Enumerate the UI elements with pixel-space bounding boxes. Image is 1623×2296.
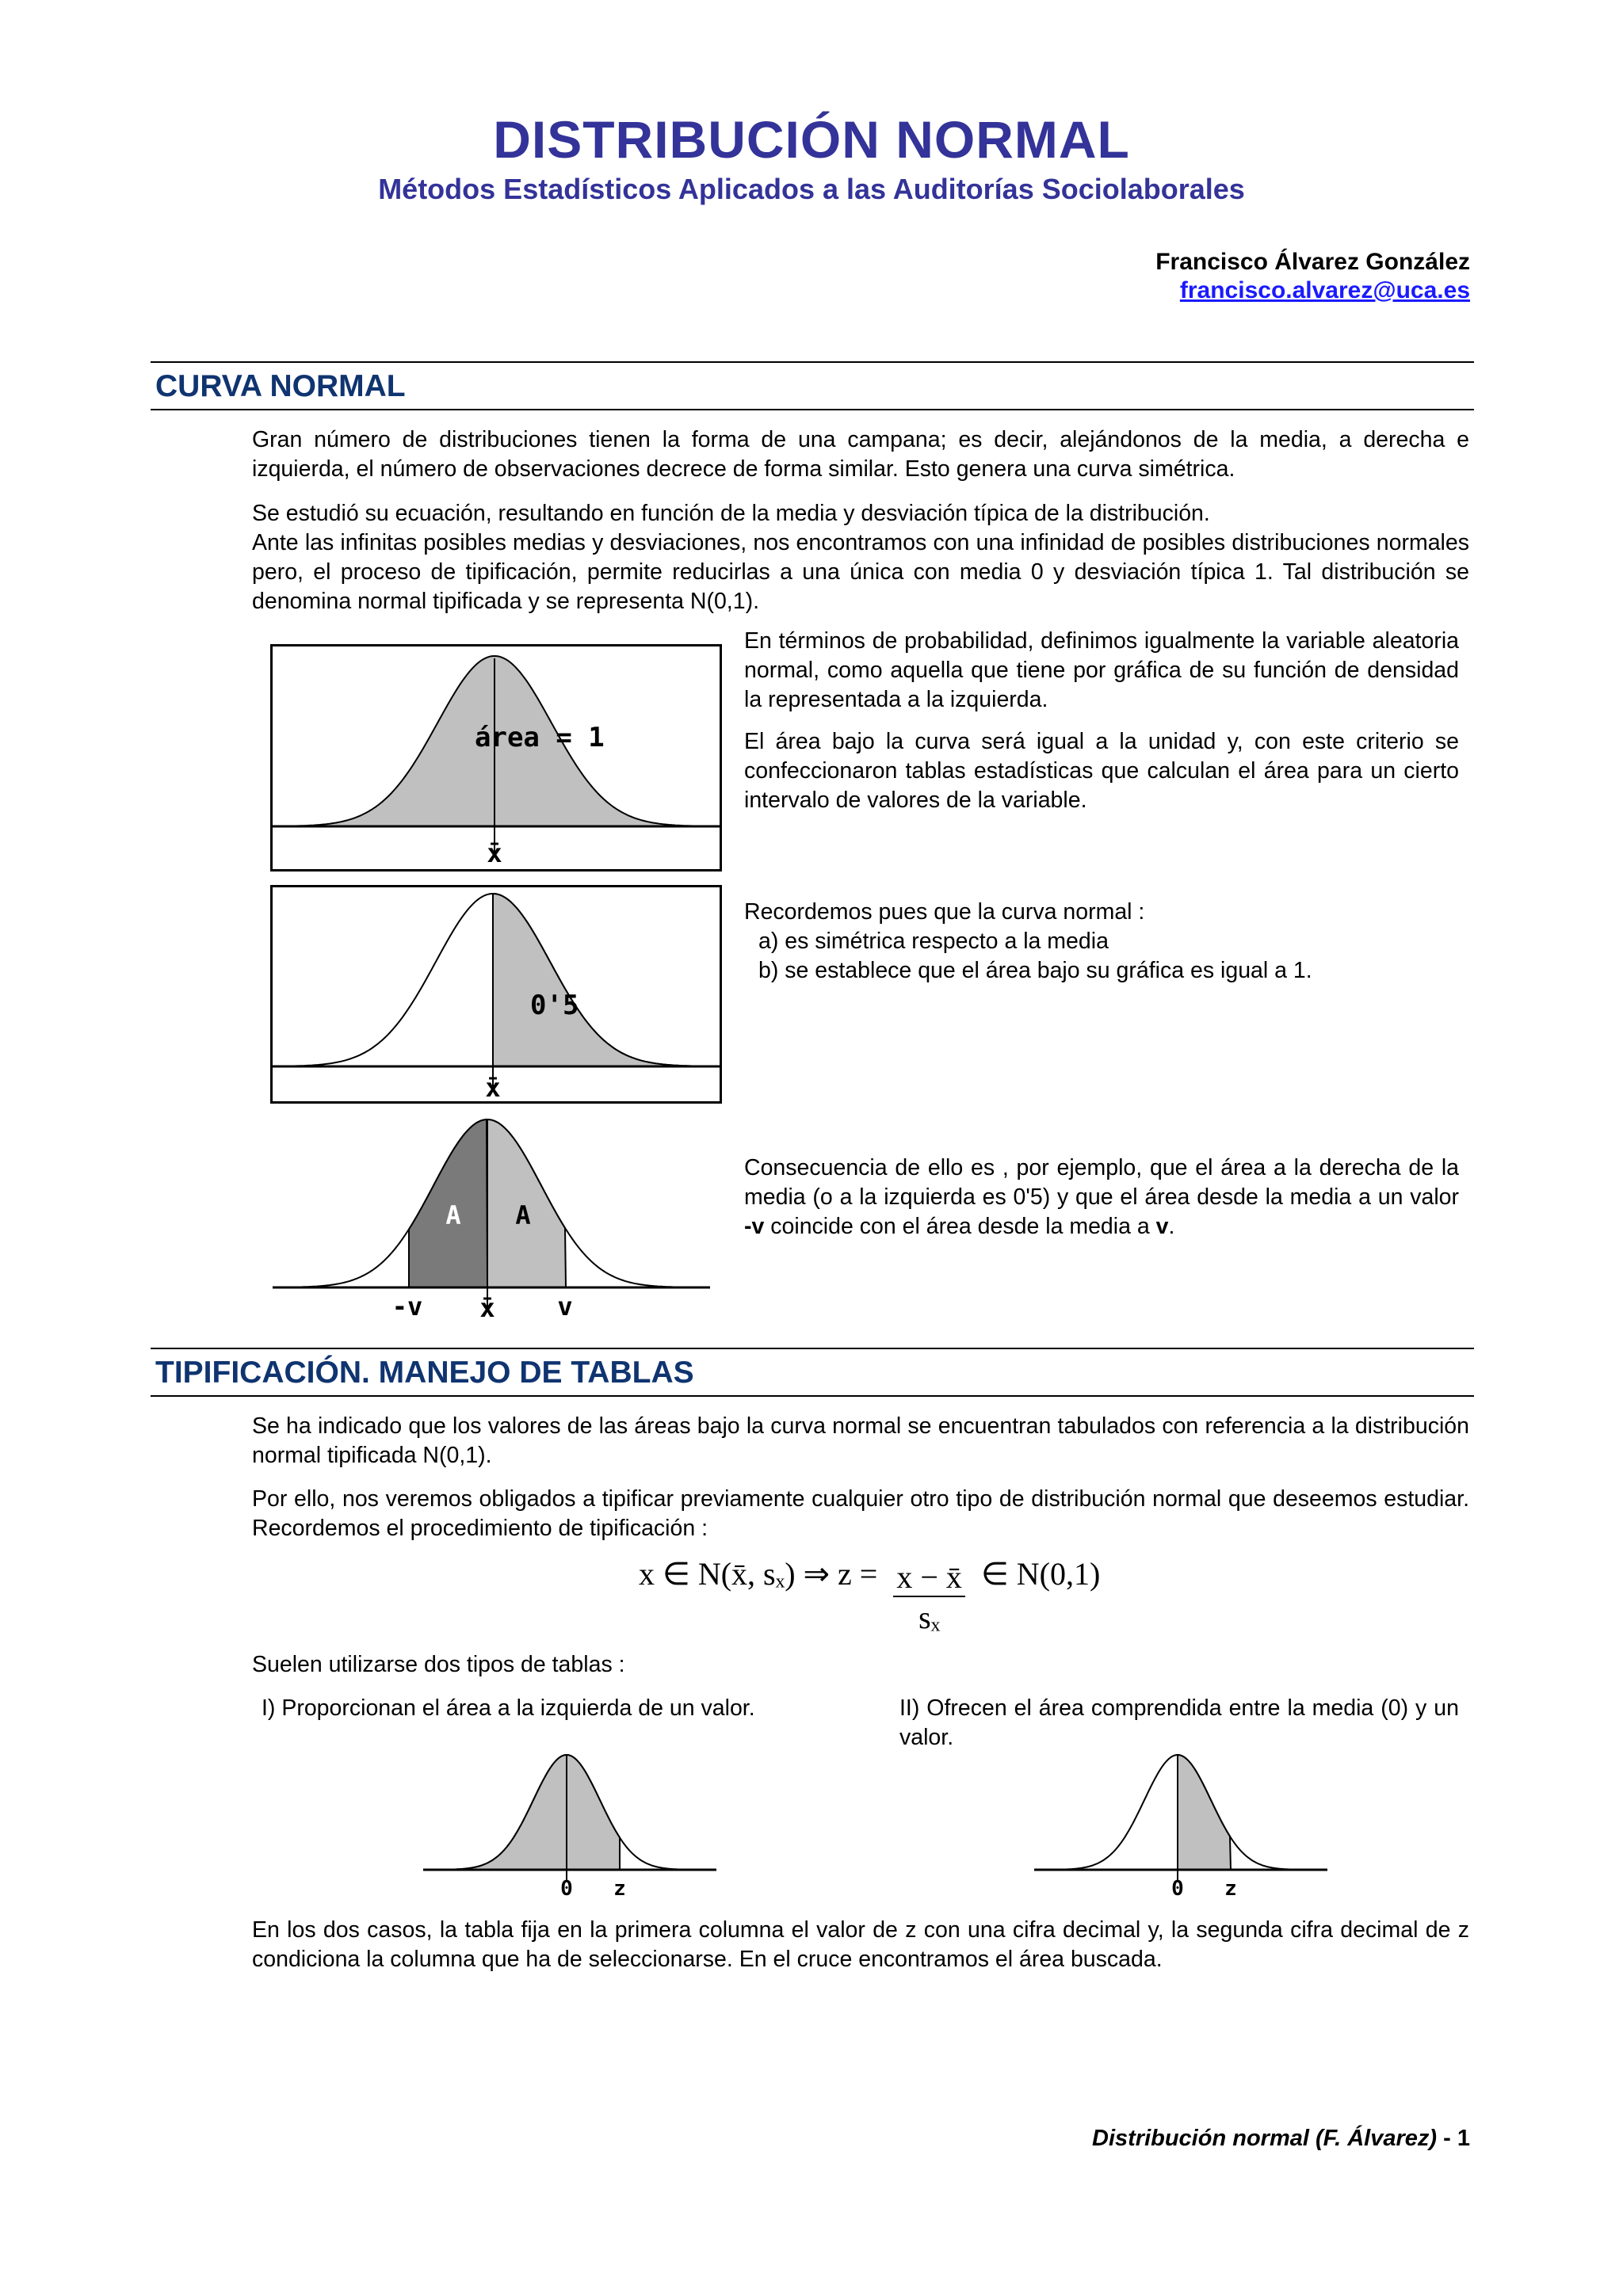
author-email-link[interactable]: francisco.alvarez@uca.es bbox=[1179, 277, 1470, 303]
paragraph-text: Gran número de distribuciones tienen la forma de una campana; es decir, alejándonos de la media, a derecha e izquierda, el número de observaciones decrece de forma similar. Esto genera una curva simétrica. bbox=[252, 427, 1469, 482]
normal-curve-half-figure bbox=[270, 885, 722, 1104]
table-type-text: I) Proporcionan el área a la izquierda de un valor. bbox=[262, 1695, 755, 1721]
table-type-text: II) Ofrecen el área comprendida entre la media (0) y un valor. bbox=[899, 1695, 1459, 1750]
list-block bbox=[744, 898, 1459, 986]
z-label: z bbox=[613, 1877, 626, 1901]
author-name: Francisco Álvarez González bbox=[1155, 249, 1470, 275]
zero-label: 0 bbox=[1171, 1877, 1184, 1901]
z-label: z bbox=[1224, 1877, 1237, 1901]
paragraph bbox=[252, 1485, 1469, 1543]
text-run: . bbox=[1168, 1214, 1175, 1239]
table-type-2 bbox=[899, 1694, 1459, 1753]
page-number: 1 bbox=[1457, 2126, 1470, 2151]
paragraph bbox=[252, 425, 1469, 484]
paragraph-text: Se estudió su ecuación, resultando en función de la media y desviación típica de la distribución. bbox=[252, 501, 1210, 526]
page-footer bbox=[1092, 2126, 1470, 2152]
paragraph bbox=[744, 1154, 1459, 1241]
mean-to-z-area bbox=[1178, 1755, 1231, 1870]
formula-left: x ∈ N(x̄, sₓ) ⇒ z = bbox=[639, 1555, 878, 1592]
footer-text: Distribución normal (F. Álvarez) bbox=[1092, 2126, 1438, 2151]
neg-v-label: -v bbox=[391, 1291, 423, 1322]
text-run-bold: v bbox=[1155, 1214, 1169, 1239]
section-rule-top bbox=[151, 1348, 1474, 1349]
paragraph bbox=[252, 1916, 1469, 1974]
paragraph-text: El área bajo la curva será igual a la unidad y, con este criterio se confeccionaron tablas estadísticas que calculan el área para un cierto intervalo de valores de la variable. bbox=[744, 729, 1459, 813]
paragraph-text: Suelen utilizarse dos tipos de tablas : bbox=[252, 1652, 625, 1677]
paragraph-text: En los dos casos, la tabla fija en la primera columna el valor de z con una cifra decimal y, la segunda cifra decimal de z condiciona la columna que ha de seleccionarse. En el cruce encontramos el área buscada. bbox=[252, 1917, 1469, 1972]
paragraph-text: En términos de probabilidad, definimos igualmente la variable aleatoria normal, como aquella que tiene por gráfica de su función de densidad la representada a la izquierda. bbox=[744, 628, 1459, 712]
standardization-formula bbox=[639, 1555, 1101, 1636]
right-area-label: A bbox=[515, 1200, 531, 1230]
paragraph-text: Se ha indicado que los valores de las áreas bajo la curva normal se encuentran tabulados con referencia a la distribución normal tipificada N(0,1). bbox=[252, 1413, 1469, 1468]
paragraph bbox=[744, 727, 1459, 815]
paragraph bbox=[252, 499, 1469, 616]
paragraph-text bbox=[744, 1154, 1459, 1241]
paragraph bbox=[252, 1650, 1469, 1680]
table-type-2-figure bbox=[1034, 1751, 1327, 1901]
zero-label: 0 bbox=[560, 1877, 573, 1901]
section-heading-tipificacion: TIPIFICACIÓN. MANEJO DE TABLAS bbox=[155, 1356, 694, 1390]
formula-numerator: x − x̄ bbox=[893, 1558, 965, 1597]
area-label: área = 1 bbox=[475, 722, 605, 753]
list-intro: Recordemos pues que la curva normal : bbox=[744, 899, 1145, 925]
left-area-label: A bbox=[445, 1200, 461, 1230]
mean-label: x̄ bbox=[485, 1073, 501, 1103]
table-type-1 bbox=[262, 1694, 832, 1723]
normal-curve-symmetric-areas-figure bbox=[273, 1116, 710, 1322]
section-rule-bottom bbox=[151, 1395, 1474, 1397]
list-item: a) es simétrica respecto a la media bbox=[758, 929, 1109, 954]
list-item: b) se establece que el área bajo su gráfica es igual a 1. bbox=[758, 958, 1312, 983]
normal-curve-area-1-figure bbox=[270, 644, 722, 871]
table-type-1-figure bbox=[423, 1751, 716, 1901]
footer-separator: - bbox=[1437, 2126, 1457, 2151]
paragraph-text: Por ello, nos veremos obligados a tipificar previamente cualquier otro tipo de distribución normal que deseemos estudiar. Recordemos el procedimiento de tipificación : bbox=[252, 1486, 1469, 1541]
section-heading-curva-normal: CURVA NORMAL bbox=[155, 369, 406, 403]
formula-denominator: sₓ bbox=[918, 1600, 941, 1635]
section-rule-top bbox=[151, 361, 1474, 363]
paragraph bbox=[744, 627, 1459, 715]
formula-right: ∈ N(0,1) bbox=[980, 1555, 1101, 1592]
right-half-area bbox=[493, 894, 712, 1066]
page-title: DISTRIBUCIÓN NORMAL bbox=[493, 110, 1130, 169]
paragraph bbox=[252, 1412, 1469, 1470]
section-rule-bottom bbox=[151, 409, 1474, 410]
text-run: coincide con el área desde la media a bbox=[764, 1214, 1156, 1239]
page-subtitle: Métodos Estadísticos Aplicados a las Auditorías Sociolaborales bbox=[378, 173, 1245, 205]
formula-fraction bbox=[893, 1558, 965, 1636]
mean-label: x̄ bbox=[487, 838, 502, 868]
text-run: Consecuencia de ello es , por ejemplo, que el área a la derecha de la media (o a la izquierda es 0'5) y que el área desde la media a un valor bbox=[744, 1155, 1459, 1210]
left-of-z-area bbox=[431, 1755, 620, 1870]
v-label: v bbox=[557, 1291, 573, 1322]
half-area-label: 0'5 bbox=[530, 990, 579, 1021]
mean-label: x̄ bbox=[479, 1293, 495, 1322]
paragraph-text: Ante las infinitas posibles medias y desviaciones, nos encontramos con una infinidad de posibles distribuciones normales pero, el proceso de tipificación, permite reducirlas a una única con media 0 y desviación típica 1. Tal distribución se denomina normal tipificada y se representa N(0,1). bbox=[252, 530, 1469, 614]
text-run-bold: -v bbox=[744, 1214, 765, 1239]
